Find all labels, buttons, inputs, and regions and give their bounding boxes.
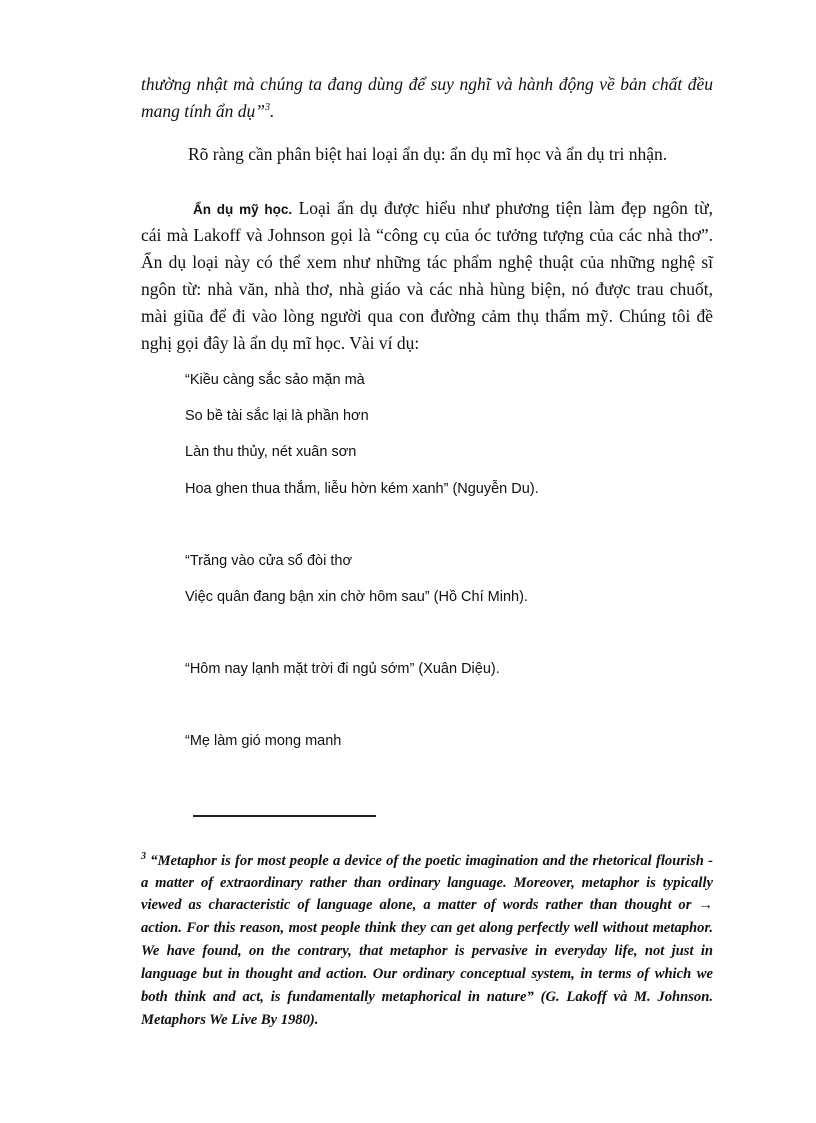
footnote-line: viewed as characteristic of language alone, a matter of words rather than thought or → — [141, 897, 713, 913]
body-line: ngôn từ: nhà văn, nhà thơ, nhà giáo và các nhà hùng biện, nó được trau chuốt, — [141, 279, 713, 299]
body-text: . — [269, 101, 275, 121]
footnote-ref[interactable]: 3 — [264, 102, 270, 114]
body-text: Loại ẩn dụ được hiểu như phương tiện làm đẹp ngôn từ, — [292, 198, 713, 218]
poem-line: So bề tài sắc lại là phần hơn — [185, 408, 369, 424]
footnote-number: 3 — [141, 851, 146, 862]
footnote-line: action. For this reason, most people think they can get along perfectly well without metaphor. — [141, 920, 713, 936]
body-text: mang tính ẩn dụ” — [141, 101, 265, 121]
footnote-line: We have found, on the contrary, that metaphor is pervasive in everyday life, not just in — [141, 943, 713, 959]
distinction-paragraph: Rõ ràng cần phân biệt hai loại ẩn dụ: ẩn dụ mĩ học và ẩn dụ tri nhận. — [188, 144, 668, 164]
footnote-line: a matter of extraordinary rather than ordinary language. Moreover, metaphor is typically — [141, 875, 713, 891]
poem-line: “Hôm nay lạnh mặt trời đi ngủ sớm” (Xuân Diệu). — [185, 661, 500, 677]
poem-line: “Kiều càng sắc sảo mặn mà — [185, 372, 365, 388]
footnote-line — [141, 851, 713, 870]
footnote-separator — [193, 815, 376, 817]
body-line — [141, 101, 713, 122]
section-heading: Ẩn dụ mỹ học. — [193, 202, 293, 217]
poem-line: “Trăng vào cửa sổ đòi thơ — [185, 553, 352, 569]
body-line: mài giũa để đi vào lòng người qua con đường cảm thụ thẩm mỹ. Chúng tôi đề — [141, 306, 713, 326]
poem-line: “Mẹ làm gió mong manh — [185, 733, 342, 749]
footnote-text: “Metaphor is for most people a device of the poetic imagination and the rhetorical flourish - — [146, 852, 713, 869]
footnote-line: both think and act, is fundamentally metaphorical in nature” (G. Lakoff và M. Johnson. — [141, 989, 713, 1005]
body-line — [141, 198, 713, 219]
poem-line: Làn thu thủy, nét xuân sơn — [185, 444, 357, 460]
body-line: thường nhật mà chúng ta đang dùng để suy nghĩ và hành động về bản chất đều — [141, 74, 713, 94]
poem-line: Việc quân đang bận xin chờ hôm sau” (Hồ Chí Minh). — [185, 589, 528, 605]
body-line: Ẩn dụ loại này có thể xem như những tác phẩm nghệ thuật của những nghệ sĩ — [141, 252, 713, 272]
body-line: cái mà Lakoff và Johnson gọi là “công cụ của óc tưởng tượng của các nhà thơ”. — [141, 225, 713, 245]
body-line: nghị gọi đây là ẩn dụ mĩ học. Vài ví dụ: — [141, 333, 420, 353]
footnote-line: language but in thought and action. Our ordinary conceptual system, in terms of which we — [141, 966, 713, 982]
footnote-line: Metaphors We Live By 1980). — [141, 1012, 319, 1028]
poem-line: Hoa ghen thua thắm, liễu hờn kém xanh” (Nguyễn Du). — [185, 481, 539, 497]
